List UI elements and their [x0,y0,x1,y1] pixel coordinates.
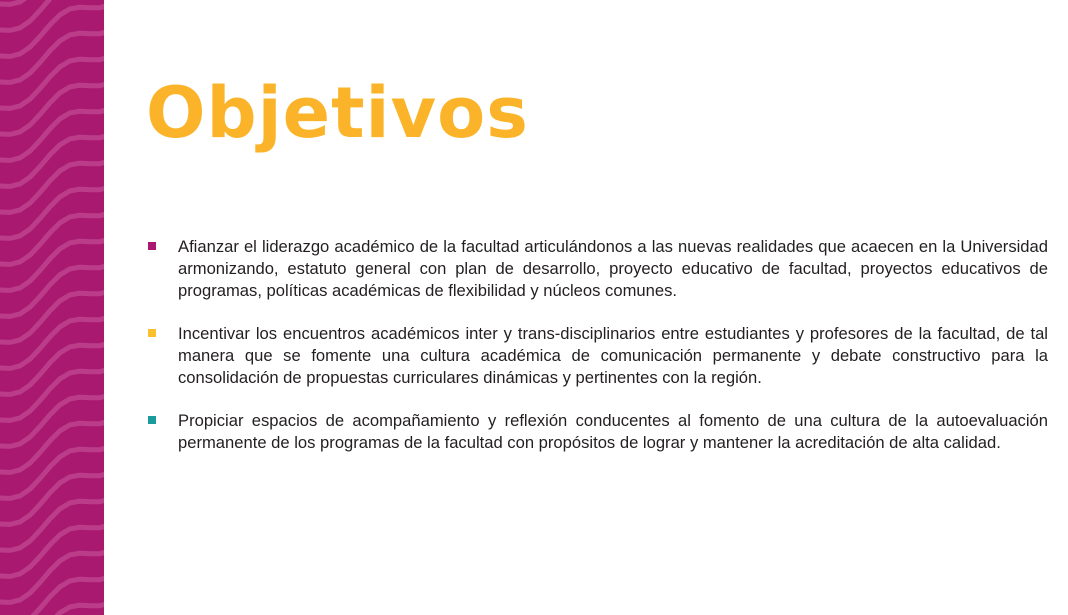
list-item [148,323,1048,389]
wave-pattern-icon [0,0,104,615]
page-title: Objetivos [146,72,529,154]
list-item [148,410,1048,454]
wave-line [0,0,104,4]
objective-text: Afianzar el liderazgo académico de la facultad articulándonos a las nuevas realidades que acaecen en la Universidad armonizando, estatuto general con plan de desarrollo, proyecto educativo de facultad, proyectos educativos de programas, políticas académicas de flexibilidad y núcleos comunes. [178,237,1048,300]
square-bullet-icon [148,242,156,250]
square-bullet-icon [148,416,156,424]
objectives-list [148,236,1048,475]
square-bullet-icon [148,329,156,337]
list-item [148,236,1048,302]
objective-text: Propiciar espacios de acompañamiento y reflexión conducentes al fomento de una cultura de la autoevaluación permanente de los programas de la facultad con propósitos de lograr y mantener la acreditación de alta calidad. [178,411,1048,452]
decorative-side-band [0,0,104,615]
objective-text: Incentivar los encuentros académicos inter y trans-disciplinarios entre estudiantes y profesores de la facultad, de tal manera que se fomente una cultura académica de comunicación permanente y debate constructivo para la consolidación de propuestas curriculares dinámicas y pertinentes con la región. [178,324,1048,387]
